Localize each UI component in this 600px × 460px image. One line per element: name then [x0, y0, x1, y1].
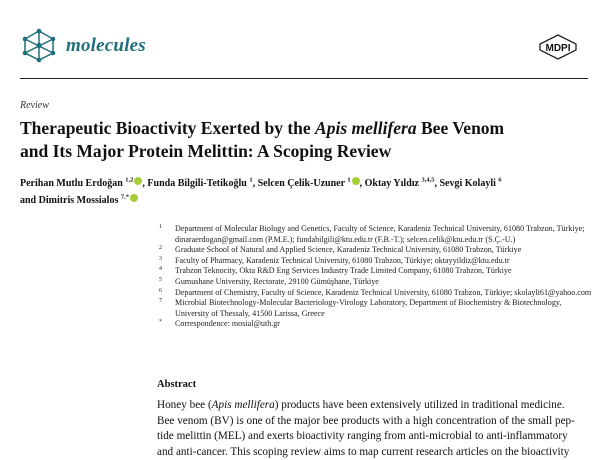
affiliation-item: 2 Graduate School of Natural and Applied Science, Karadeniz Technical University, 61080 Trabzon, Türkiye — [159, 245, 522, 255]
title-text: Therapeutic Bioactivity Exerted by the — [20, 118, 316, 138]
author[interactable]: Funda Bilgili-Tetikoğlu $^1$ — [147, 176, 253, 189]
author[interactable]: Oktay Yıldız $^{3,4,5}$ — [364, 176, 435, 189]
affiliation-item: 7 Microbial Biotechnology-Molecular Bacteriology-Virology Laboratory, Department of Biochemistry & Biotechnology, University of Thessaly, 41500 Larissa, Greece — [159, 298, 562, 318]
author[interactable]: and Dimitris Mossialos $^{7,*}$ — [20, 195, 138, 206]
title-line-2: and Its Major Protein Melittin: A Scoping Review — [20, 141, 392, 161]
title-species: Apis mellifera — [315, 118, 417, 138]
article-type: Review — [20, 100, 49, 111]
abstract-line: tide melittin (MEL) and exerts bioactivity ranging from anti-microbial to anti-inflammatory — [157, 430, 568, 443]
affiliation-item: 1 Department of Molecular Biology and Genetics, Faculty of Science, Karadeniz Technical University, 61080 Trabzon, Türkiye; dinaraerdogan@gmail.com (P.M.E.); fundabilgili@ktu.edu.tr (F.B.-T.); selcen.celik@ktu.edu.tr (S.Ç.-U.) — [159, 224, 585, 244]
author[interactable]: Sevgi Kolayli $^6$ — [439, 176, 502, 189]
orcid-icon[interactable] — [130, 194, 138, 202]
affiliation-item: * Correspondence: mosial@uth.gr — [159, 319, 281, 329]
author-list — [20, 175, 590, 209]
mdpi-logo-icon[interactable] — [538, 34, 578, 60]
title-text: Bee Venom — [416, 118, 505, 138]
abstract-heading: Abstract — [157, 379, 197, 390]
journal-header — [20, 28, 582, 70]
affiliation-item: 4 Trabzon Teknocity, Okta R&D Eng Services Industry Trade Limited Company, 61080 Trabzon, Türkiye — [159, 266, 512, 276]
article-title — [20, 117, 580, 163]
author[interactable]: Perihan Mutlu Erdoğan $^{1,2}$ — [20, 178, 142, 189]
publisher-name: MDPI — [545, 43, 571, 54]
title-line-1 — [20, 117, 580, 140]
author[interactable]: Selcen Çelik-Uzuner $^1$ — [258, 178, 360, 189]
affiliation-item: 5 Gumushane University, Rectorate, 29100 Gümüşhane, Türkiye — [159, 276, 379, 286]
orcid-icon[interactable] — [352, 177, 360, 185]
author-line-2 — [20, 192, 590, 209]
affiliation-item: 6 Department of Chemistry, Faculty of Science, Karadeniz Technical University, 61080 Trabzon, Türkiye; skolayli61@yahoo.com — [159, 287, 592, 297]
affiliations-list — [157, 224, 597, 330]
journal-name[interactable]: molecules — [66, 35, 146, 56]
abstract-line-clipped: and anti-cancer. This scoping review aims to map current research articles on the bioactivity — [157, 445, 570, 458]
header-divider — [20, 78, 588, 79]
abstract-line: Honey bee (Apis mellifera) products have been extensively utilized in traditional medicine. — [157, 399, 565, 411]
abstract-line: Bee venom (BV) is one of the major bee products with a high concentration of the small pep- — [157, 414, 575, 427]
abstract-body — [157, 398, 597, 458]
affiliation-item: 3 Faculty of Pharmacy, Karadeniz Technical University, 61080 Trabzon, Türkiye; oktayyildiz@ktu.edu.tr — [159, 255, 510, 265]
molecules-logo-icon — [20, 28, 58, 62]
author-line-1: Perihan Mutlu Erdoğan $^{1,2}$ , Funda Bilgili-Tetikoğlu $^1$, Selcen Çelik-Uzuner $^1$ , Oktay Yıldız $^{3,4,5}$, Sevgi Kolayli $^6$ — [20, 176, 502, 189]
